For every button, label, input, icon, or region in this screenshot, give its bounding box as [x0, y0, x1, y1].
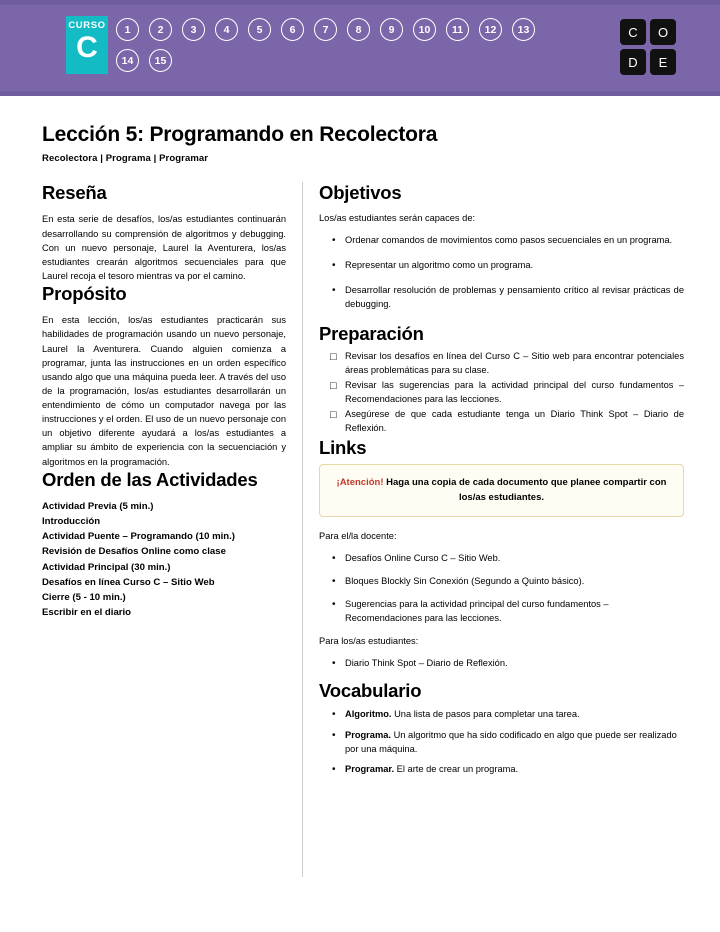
vocab-term: Algoritmo. [345, 708, 392, 719]
course-badge-label: CURSO [68, 20, 106, 31]
lesson-dot-9[interactable]: 9 [380, 18, 403, 41]
code-org-logo[interactable] [620, 19, 676, 75]
page-title: Lección 5: Programando en Recolectora [42, 123, 438, 146]
lesson-dot-5[interactable]: 5 [248, 18, 271, 41]
attention-text [334, 476, 669, 505]
vocab-term: Programa. [345, 729, 391, 740]
resena-body: En esta serie de desafíos, los/as estudiantes continuarán desarrollando su comprensión de algoritmos y debugging. Con un nuevo personaje, Laurel la Aventurera, los/as estudiantes crearán algoritmos secuenciales para que Laurel recoja el tesoro mientras va por el camino. [42, 214, 286, 281]
vocab-item [345, 763, 684, 777]
lesson-dot-7[interactable]: 7 [314, 18, 337, 41]
activity-item: Actividad Previa (5 min.) [42, 500, 154, 512]
checklist-item[interactable]: □ Revisar las sugerencias para la actividad principal del curso fundamentos – Recomendaciones para las lecciones. [345, 379, 684, 407]
lesson-number-nav [116, 18, 576, 80]
activity-item: Escribir en el diario [42, 607, 132, 619]
lesson-dot-15[interactable]: 15 [149, 49, 172, 72]
checklist-item[interactable]: □ Asegúrese de que cada estudiante tenga un Diario Think Spot – Diario de Reflexión. [345, 408, 684, 436]
lesson-dot-3[interactable]: 3 [182, 18, 205, 41]
lesson-dot-14[interactable]: 14 [116, 49, 139, 72]
right-column [303, 182, 690, 877]
lesson-dot-10[interactable]: 10 [413, 18, 436, 41]
link-item[interactable]: • Desafíos Online Curso C – Sitio Web. [345, 552, 684, 566]
heading-orden-actividades: Orden de las Actividades [42, 468, 258, 490]
code-logo-tile-o: O [650, 19, 676, 45]
activity-item: Introducción [42, 516, 101, 528]
course-badge-letter: C [76, 30, 98, 64]
heading-objetivos: Objetivos [319, 182, 402, 204]
activity-item: Cierre (5 - 10 min.) [42, 591, 126, 603]
lesson-dot-6[interactable]: 6 [281, 18, 304, 41]
links-student-list [319, 657, 684, 671]
vocab-term: Programar. [345, 764, 395, 775]
document-body [0, 96, 720, 877]
vocab-item [345, 729, 684, 757]
heading-proposito: Propósito [42, 283, 127, 305]
list-item: • Ordenar comandos de movimientos como pasos secuenciales en un programa. [345, 234, 684, 248]
preparacion-checklist [319, 350, 684, 436]
vocab-definition: Una lista de pasos para completar una tarea. [391, 708, 580, 719]
vocabulario-list [319, 708, 684, 778]
proposito-body: En esta lección, los/as estudiantes practicarán sus habilidades de programación usando un nuevo personaje, Laurel la Aventurera. Cuando alguien comienza a programar, junta las instrucciones en un orden específico usando algo que una máquina pueda leer. A través del uso de la programación, los/as estudiantes desarrollarán un entendimiento de cómo un computador navega por las instrucciones y el orden. El uso de un nuevo personaje con un objetivo diferente ayudará a los/as estudiantes a ampliar su ámbito de experiencia con la secuenciación y algoritmos en la programación. [42, 315, 286, 467]
checklist-item[interactable]: □ Revisar los desafíos en línea del Curso C – Sitio web para encontrar potenciales áreas problemáticas para su clase. [345, 350, 684, 378]
code-logo-tile-e: E [650, 49, 676, 75]
activity-item: Revisión de Desafíos Online como clase [42, 546, 226, 558]
vocab-definition: Un algoritmo que ha sido codificado en algo que puede ser realizado por una máquina. [345, 729, 677, 754]
lesson-dot-1[interactable]: 1 [116, 18, 139, 41]
header-inner [0, 5, 720, 91]
attention-prefix: ¡Atención! [336, 477, 384, 489]
activity-order-list [42, 499, 286, 620]
left-column [30, 182, 302, 877]
page-subtitle: Recolectora | Programa | Programar [42, 153, 209, 165]
code-logo-tile-d: D [620, 49, 646, 75]
attention-callout [319, 464, 684, 517]
lesson-dot-4[interactable]: 4 [215, 18, 238, 41]
activity-item: Desafíos en línea Curso C – Sitio Web [42, 576, 215, 588]
list-item: • Representar un algoritmo como un programa. [345, 259, 684, 273]
lesson-dot-2[interactable]: 2 [149, 18, 172, 41]
activity-item: Actividad Puente – Programando (10 min.) [42, 531, 235, 543]
links-teacher-label: Para el/la docente: [319, 530, 397, 541]
activity-item: Actividad Principal (30 min.) [42, 561, 171, 573]
objetivos-list [319, 234, 684, 312]
heading-resena: Reseña [42, 182, 107, 204]
heading-vocabulario: Vocabulario [319, 680, 422, 702]
lesson-dot-8[interactable]: 8 [347, 18, 370, 41]
heading-links: Links [319, 437, 367, 459]
lesson-dot-13[interactable]: 13 [512, 18, 535, 41]
vocab-definition: El arte de crear un programa. [394, 764, 519, 775]
list-item: • Desarrollar resolución de problemas y pensamiento crítico al revisar prácticas de debugging. [345, 284, 684, 312]
links-student-label: Para los/as estudiantes: [319, 636, 419, 647]
lesson-dot-11[interactable]: 11 [446, 18, 469, 41]
link-item[interactable]: • Diario Think Spot – Diario de Reflexión. [345, 657, 684, 671]
vocab-item [345, 708, 684, 722]
link-item[interactable]: • Bloques Blockly Sin Conexión (Segundo a Quinto básico). [345, 575, 684, 589]
heading-preparacion: Preparación [319, 323, 424, 345]
link-item[interactable]: • Sugerencias para la actividad principal del curso fundamentos – Recomendaciones para las lecciones. [345, 598, 684, 626]
links-teacher-list [319, 552, 684, 626]
two-column-layout [30, 182, 690, 877]
attention-body: Haga una copia de cada documento que planee compartir con los/as estudiantes. [383, 477, 667, 503]
course-badge[interactable] [66, 16, 108, 74]
code-logo-tile-c: C [620, 19, 646, 45]
page-header [0, 0, 720, 96]
title-block [30, 96, 690, 164]
lesson-dot-12[interactable]: 12 [479, 18, 502, 41]
objetivos-lead: Los/as estudiantes serán capaces de: [319, 213, 476, 224]
